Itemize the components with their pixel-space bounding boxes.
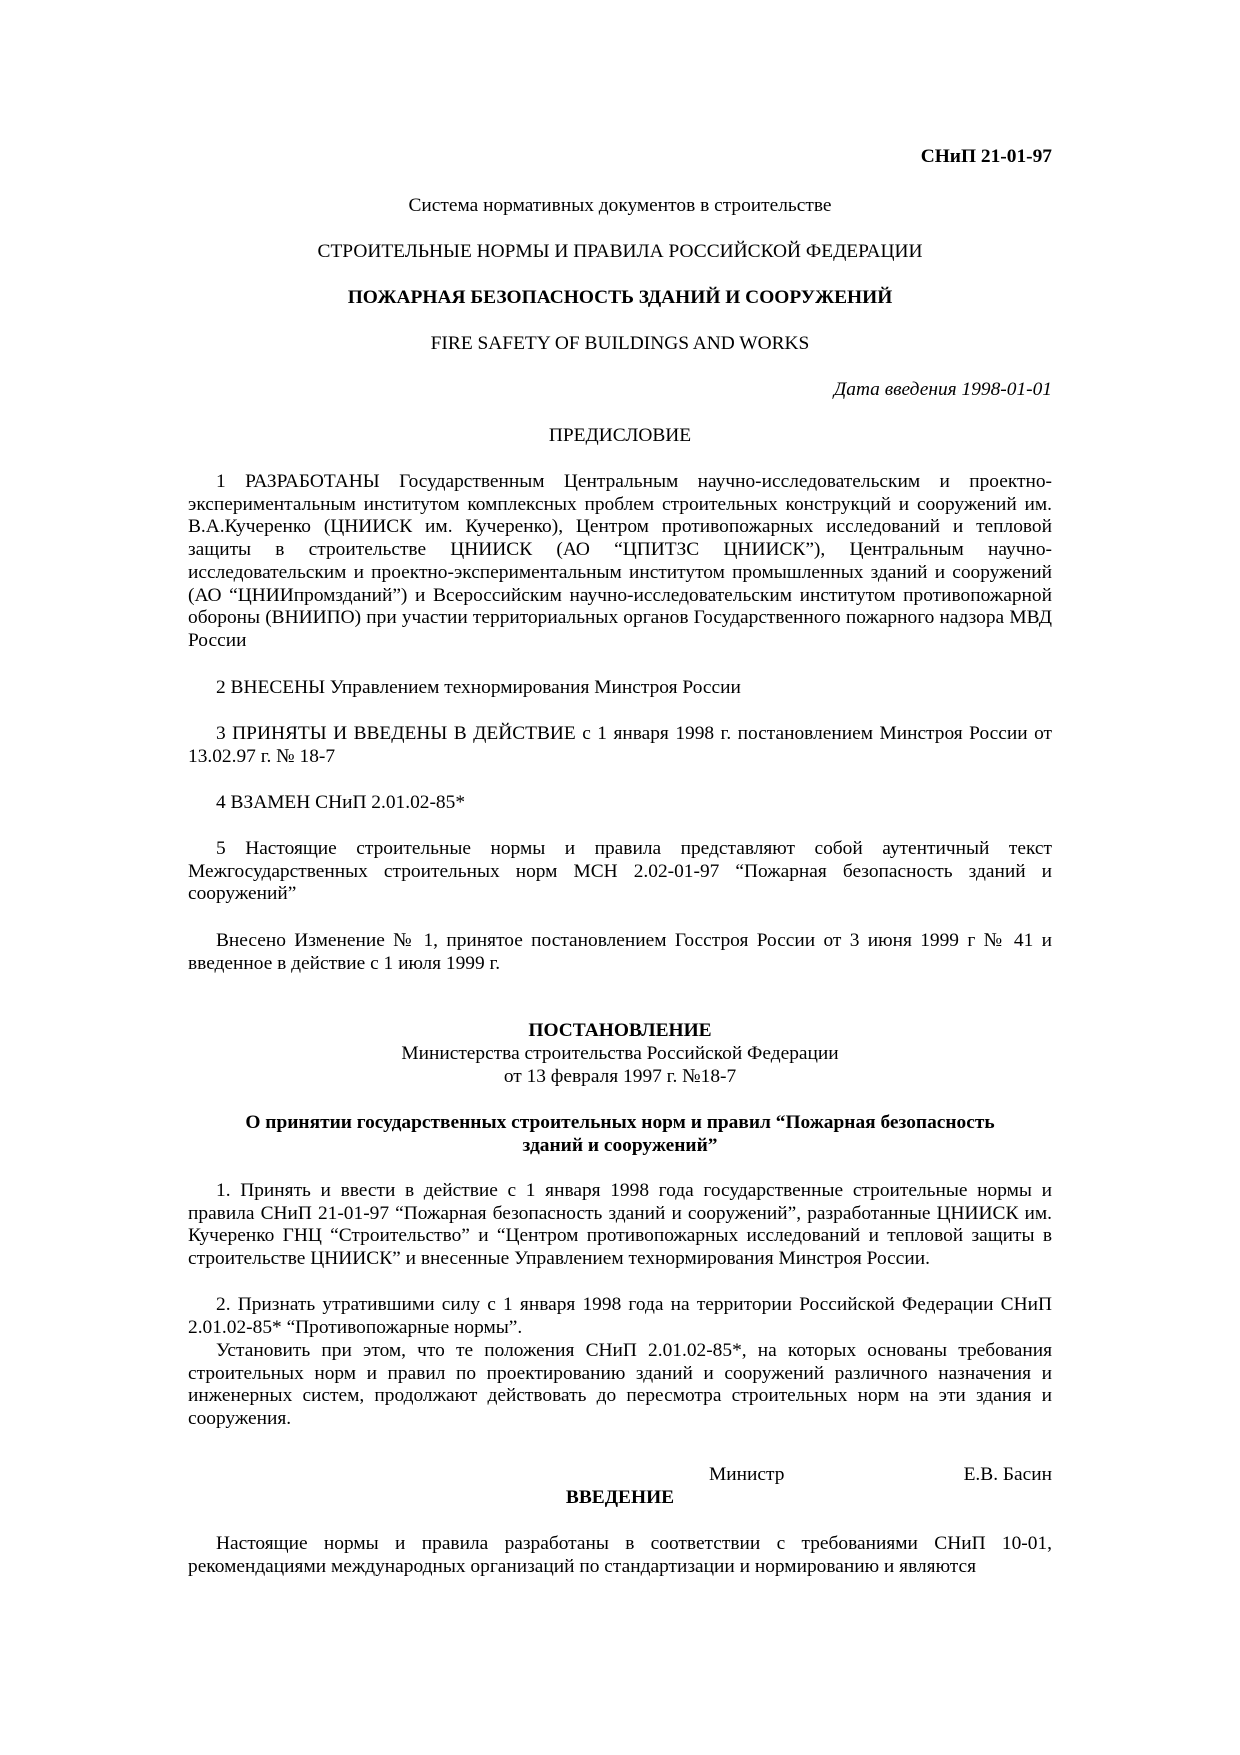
resolution-paragraph: Установить при этом, что те положения СНиП 2.01.02-85*, на которых основаны требования строительных норм и правил по проектированию зданий и сооружений различного назначения и инженерных систем, продолжают действовать до пересмотра строительных норм на эти здания и сооружения. — [188, 1340, 1052, 1430]
resolution-date: от 13 февраля 1997 г. №18-7 — [503, 1066, 737, 1087]
foreword-heading: ПРЕДИСЛОВИЕ — [548, 425, 692, 446]
resolution-paragraph: 1. Принять и ввести в действие с 1 января 1998 года государственные строительные нормы и правила СНиП 21-01-97 “Пожарная безопасность зданий и сооружений”, разработанные ЦНИИСК им. Кучеренко ГНЦ “Строительство” и “Центром противопожарных исследований и тепловой защиты в строительстве ЦНИИСК” и внесенные Управлением технормирования Минстроя России. — [188, 1180, 1052, 1270]
amendment-note: Внесено Изменение № 1, принятое постановлением Госстроя России от 3 июня 1999 г № 41 и введенное в действие с 1 июля 1999 г. — [188, 930, 1052, 974]
foreword-item: 4 ВЗАМЕН СНиП 2.01.02-85* — [216, 792, 466, 813]
resolution-heading: ПОСТАНОВЛЕНИЕ — [528, 1020, 712, 1041]
resolution-subject-line: зданий и сооружений” — [522, 1134, 718, 1156]
document-code: СНиП 21-01-97 — [920, 146, 1052, 167]
signer-title: Министр — [709, 1464, 785, 1485]
introduction-heading: ВВЕДЕНИЕ — [565, 1487, 675, 1508]
introduction-text: Настоящие нормы и правила разработаны в соответствии с требованиями СНиП 10-01, рекомендациями международных организаций по стандартизации и нормированию и являются — [188, 1533, 1052, 1577]
foreword-item: 3 ПРИНЯТЫ И ВВЕДЕНЫ В ДЕЙСТВИЕ с 1 января 1998 г. постановлением Минстроя России от 13.02.97 г. № 18-7 — [188, 723, 1052, 767]
main-title: ПОЖАРНАЯ БЕЗОПАСНОСТЬ ЗДАНИЙ И СООРУЖЕНИЙ — [347, 287, 893, 308]
foreword-item: 2 ВНЕСЕНЫ Управлением технормирования Минстроя России — [216, 677, 741, 698]
foreword-item: 5 Настоящие строительные нормы и правила представляют собой аутентичный текст Межгосударственных строительных норм МСН 2.02-01-97 “Пожарная безопасность зданий и сооружений” — [188, 838, 1052, 905]
norms-title: СТРОИТЕЛЬНЫЕ НОРМЫ И ПРАВИЛА РОССИЙСКОЙ ФЕДЕРАЦИИ — [317, 241, 923, 262]
signer-name: Е.В. Басин — [963, 1464, 1052, 1485]
resolution-issuer: Министерства строительства Российской Федерации — [401, 1043, 839, 1064]
system-title: Система нормативных документов в строительстве — [408, 195, 832, 216]
foreword-item: 1 РАЗРАБОТАНЫ Государственным Центральным научно-исследовательским и проектно-экспериментальным институтом комплексных проблем строительных конструкций и сооружений им. В.А.Кучеренко (ЦНИИСК им. Кучеренко), Центром противопожарных исследований и тепловой защиты в строительстве ЦНИИСК (АО “ЦПИТЗС ЦНИИСК”), Центральным научно-исследовательским и проектно-экспериментальным институтом промышленных зданий и сооружений (АО “ЦНИИпромзданий”) и Всероссийским научно-исследовательским институтом противопожарной обороны (ВНИИПО) при участии территориальных органов Государственного пожарного надзора МВД России — [188, 471, 1052, 651]
resolution-subject-line: О принятии государственных строительных норм и правил “Пожарная безопасность — [245, 1112, 995, 1133]
introduction-date: Дата введения 1998-01-01 — [833, 379, 1052, 400]
english-title: FIRE SAFETY OF BUILDINGS AND WORKS — [430, 333, 810, 354]
resolution-subject — [188, 1112, 1052, 1157]
resolution-paragraph: 2. Признать утратившими силу с 1 января 1998 года на территории Российской Федерации СНиП 2.01.02-85* “Противопожарные нормы”. — [188, 1294, 1052, 1338]
